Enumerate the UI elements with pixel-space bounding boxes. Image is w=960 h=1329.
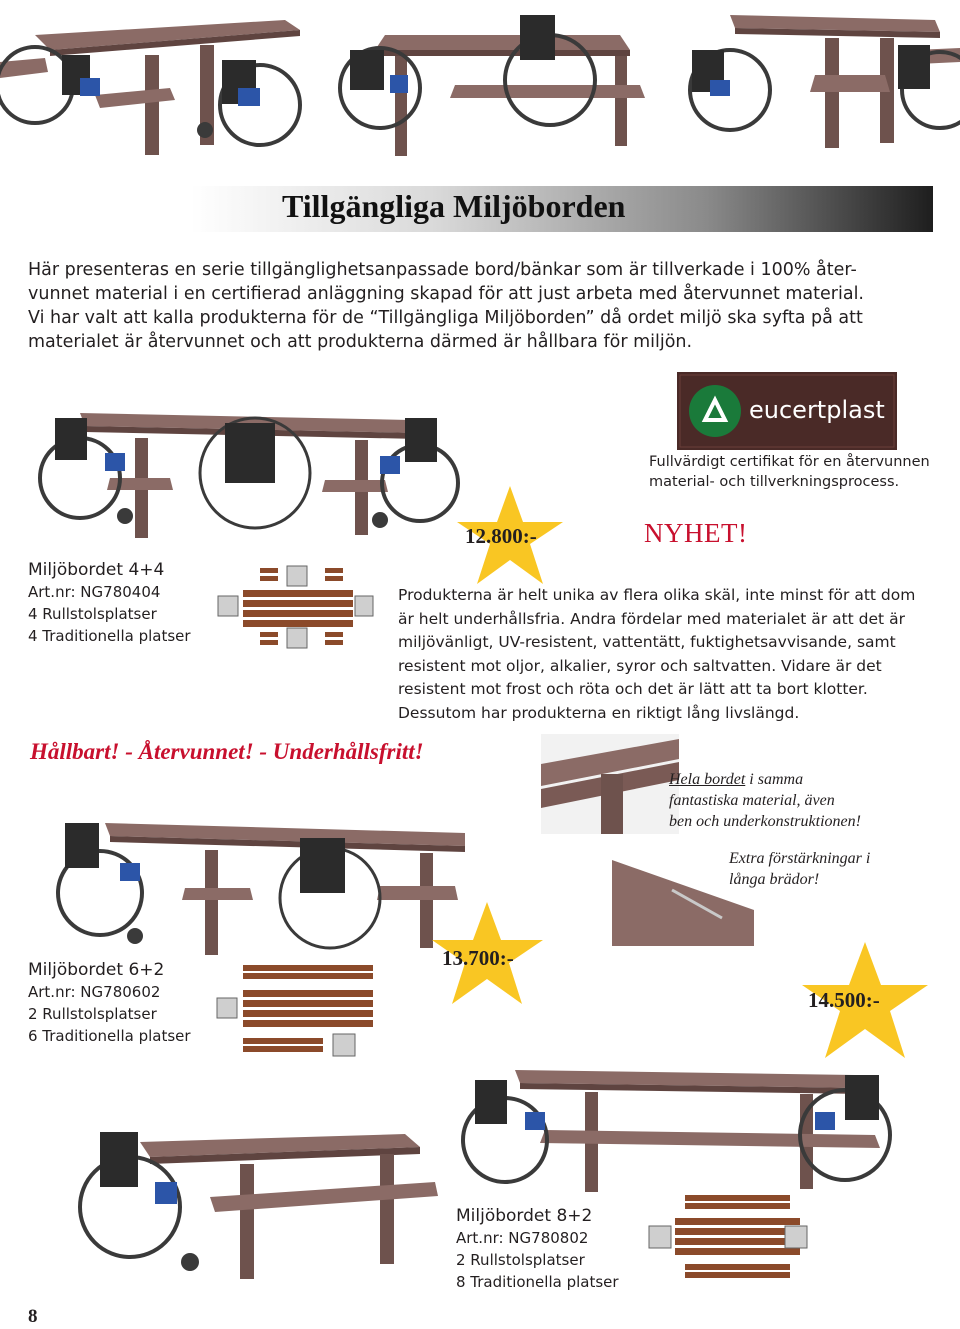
page-number: 8 xyxy=(28,1306,38,1327)
description-line: resistent mot oljor, alkalier, syror och saltvatten. Vidare är det xyxy=(398,656,882,675)
product-art-number: Art.nr: NG780602 xyxy=(28,983,161,1001)
eucertplast-logo xyxy=(677,372,897,450)
product-info-6-2 xyxy=(28,959,191,1047)
logo-text: eucertplast xyxy=(749,396,885,424)
description-line: är helt underhållsfria. Andra fördelar med materialet är att det är xyxy=(398,609,905,628)
note-text: långa brädor! xyxy=(729,871,820,888)
price-label: 14.500:- xyxy=(808,988,880,1012)
note-reinforcement xyxy=(729,848,870,890)
certificate-caption xyxy=(649,452,949,492)
closeup-photo-joint xyxy=(541,734,679,834)
product-wheelchair-seats: 4 Rullstolsplatser xyxy=(28,605,157,623)
intro-line: Här presenteras en serie tillgänglighetsanpassade bord/bänkar som är tillverkade i 100% åter- xyxy=(28,260,857,280)
note-whole-table xyxy=(669,769,861,832)
product-art-number: Art.nr: NG780404 xyxy=(28,583,161,601)
price-star-8-2 xyxy=(800,940,930,1062)
description-line: resistent mot frost och röta och det är lätt att ta bort klotter. xyxy=(398,680,868,698)
table-photo-top-center xyxy=(335,0,655,165)
page-title: Tillgängliga Miljöborden xyxy=(282,188,626,224)
note-underlined: Hela bordet xyxy=(669,771,746,788)
product-wheelchair-seats: 2 Rullstolsplatser xyxy=(456,1251,585,1269)
description-line: Produkterna är helt unika av flera olika skäl, inte minst för att dom xyxy=(398,586,916,604)
product-photo-8-2-left xyxy=(60,1112,440,1292)
product-photo-4-4 xyxy=(25,398,465,543)
product-traditional-seats: 4 Traditionella platser xyxy=(28,627,191,645)
caption-line: material- och tillverkningsprocess. xyxy=(649,474,900,490)
price-label: 13.700:- xyxy=(442,946,514,970)
note-text: Extra förstärkningar i xyxy=(729,850,871,867)
product-info-4-4 xyxy=(28,559,191,647)
floor-plan-4-4 xyxy=(215,562,375,650)
intro-line: vunnet material i en certifierad anläggning skapad för att just arbeta med återvunnet material. xyxy=(28,284,864,304)
slogan: Hållbart! - Återvunnet! - Underhållsfritt! xyxy=(30,739,424,764)
new-badge: NYHET! xyxy=(644,518,748,548)
product-traditional-seats: 6 Traditionella platser xyxy=(28,1027,191,1045)
description-line: Dessutom har produkterna en riktigt lång livslängd. xyxy=(398,703,800,722)
description-line: miljövänligt, UV-resistent, vattentätt, fuktighetsavvisande, samt xyxy=(398,633,896,651)
note-text: i samma xyxy=(745,771,804,788)
intro-line: Vi har valt att kalla produkterna för de “Tillgängliga Miljöborden” då ordet miljö ska syfta på att xyxy=(28,308,863,328)
product-info-8-2 xyxy=(456,1205,619,1293)
product-name: Miljöbordet 6+2 xyxy=(28,960,165,980)
caption-line: Fullvärdigt certifikat för en återvunnen xyxy=(649,454,930,470)
price-star-4-4 xyxy=(455,484,565,588)
note-text: ben och underkonstruktionen! xyxy=(669,813,861,830)
product-wheelchair-seats: 2 Rullstolsplatser xyxy=(28,1005,157,1023)
table-photo-top-left xyxy=(0,0,330,160)
product-name: Miljöbordet 4+4 xyxy=(28,560,165,580)
price-label: 12.800:- xyxy=(465,524,537,548)
note-text: fantastiska material, även xyxy=(669,792,835,809)
product-photo-8-2-right xyxy=(455,1060,900,1205)
product-traditional-seats: 8 Traditionella platser xyxy=(456,1273,619,1291)
product-name: Miljöbordet 8+2 xyxy=(456,1206,593,1226)
price-star-6-2 xyxy=(430,900,545,1008)
description-paragraph xyxy=(398,584,938,725)
table-photo-top-right xyxy=(650,0,960,165)
product-photo-6-2 xyxy=(25,808,465,963)
intro-paragraph xyxy=(28,258,938,354)
intro-line: materialet är återvunnet och att produkterna därmed är hållbara för miljön. xyxy=(28,332,693,352)
floor-plan-8-2 xyxy=(645,1190,810,1295)
floor-plan-6-2 xyxy=(215,960,380,1060)
product-art-number: Art.nr: NG780802 xyxy=(456,1229,589,1247)
